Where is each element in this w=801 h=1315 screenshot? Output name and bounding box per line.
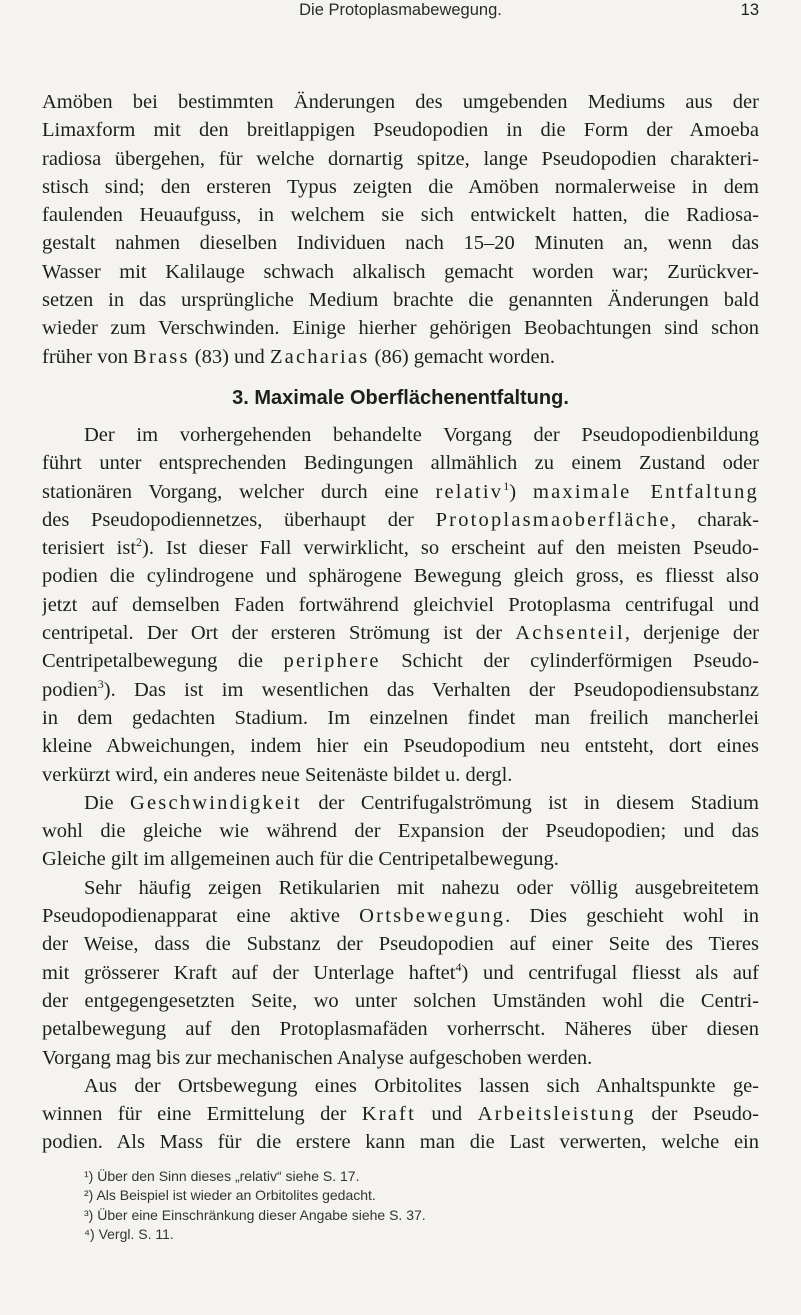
text-line: wohl die gleiche wie während der Expansion der Pseudopodien; und das bbox=[42, 820, 759, 843]
emphasis: Arbeitsleistung bbox=[477, 1103, 636, 1126]
text-line: Pseudopodienapparat eine aktive Ortsbewegung. Dies geschieht wohl in bbox=[42, 905, 759, 928]
body-text bbox=[42, 88, 759, 1157]
footnote-ref: 1 bbox=[503, 478, 510, 493]
text-line: radiosa übergehen, für welche dornartig spitze, lange Pseudopodien charakteri- bbox=[42, 147, 759, 170]
text-line: mit grösserer Kraft auf der Unterlage haftet$^4$) und centrifugal fliesst als auf bbox=[42, 959, 759, 984]
emphasis: periphere bbox=[283, 650, 381, 673]
text-line: petalbewegung auf den Protoplasmafäden vorherrscht. Näheres über diesen bbox=[42, 1018, 759, 1041]
text-line: terisiert ist$^2$). Ist dieser Fall verwirklicht, so erscheint auf den meisten Pseudo- bbox=[42, 535, 759, 560]
author-name: Brass bbox=[133, 345, 190, 368]
text-line: stationären Vorgang, welcher durch eine relativ$^1$) maximale Entfaltung bbox=[42, 478, 759, 503]
text-line: podien die cylindrogene und sphärogene Bewegung gleich gross, es fliesst also bbox=[42, 565, 759, 588]
footnote: ³) Über eine Einschränkung dieser Angabe siehe S. 37. bbox=[84, 1206, 426, 1223]
emphasis: relativ bbox=[435, 480, 504, 503]
text-line: kleine Abweichungen, indem hier ein Pseudopodium neu entsteht, dort eines bbox=[42, 735, 759, 758]
text-line: Centripetalbewegung die periphere Schicht der cylinderförmigen Pseudo- bbox=[42, 650, 759, 673]
emphasis: Kraft bbox=[361, 1103, 416, 1126]
running-head bbox=[42, 0, 759, 44]
text-line: wieder zum Verschwinden. Einige hierher gehörigen Beobachtungen sind schon bbox=[42, 317, 759, 340]
text-line: früher von Brass (83) und Zacharias (86) gemacht worden. bbox=[42, 345, 555, 368]
footnote: ⁴) Vergl. S. 11. bbox=[84, 1226, 174, 1243]
emphasis: Protoplasmaoberfläche bbox=[435, 508, 671, 531]
text-line: der Weise, dass die Substanz der Pseudopodien auf einer Seite des Tieres bbox=[42, 933, 759, 956]
footnote: ¹) Über den Sinn dieses „relativ“ siehe S. 17. bbox=[84, 1167, 360, 1184]
text-line: führt unter entsprechenden Bedingungen allmählich zu einem Zustand oder bbox=[42, 452, 759, 475]
text-line: Sehr häufig zeigen Retikularien mit nahezu oder völlig ausgebreitetem bbox=[84, 876, 759, 899]
text-line: faulenden Heuaufguss, in welchem sie sich entwickelt hatten, die Radiosa- bbox=[42, 204, 759, 227]
text-line: Vorgang mag bis zur mechanischen Analyse aufgeschoben werden. bbox=[42, 1046, 593, 1069]
footnote-ref: 3 bbox=[97, 676, 104, 691]
emphasis: Achsenteil bbox=[515, 622, 625, 645]
text-line: podien$^3$). Das ist im wesentlichen das Verhalten der Pseudopodiensubstanz bbox=[42, 676, 759, 701]
text-line: Aus der Ortsbewegung eines Orbitolites lassen sich Anhaltspunkte ge- bbox=[84, 1074, 759, 1097]
text-line: setzen in das ursprüngliche Medium brachte die genannten Änderungen bald bbox=[42, 289, 759, 312]
text-line: stisch sind; den ersteren Typus zeigten die Amöben normalerweise in dem bbox=[42, 175, 759, 198]
emphasis: maximale Entfaltung bbox=[532, 480, 759, 503]
text-line: in dem gedachten Stadium. Im einzelnen findet man freilich mancherlei bbox=[42, 706, 759, 729]
footnote: ²) Als Beispiel ist wieder an Orbitolites gedacht. bbox=[84, 1187, 376, 1204]
text-line: Der im vorhergehenden behandelte Vorgang der Pseudopodienbildung bbox=[84, 423, 759, 446]
text-line: Limaxform mit den breitlappigen Pseudopodien in die Form der Amoeba bbox=[42, 119, 759, 142]
text-line: des Pseudopodiennetzes, überhaupt der Protoplasmaoberfläche, charak- bbox=[42, 508, 759, 531]
text-line: Gleiche gilt im allgemeinen auch für die Centripetalbewegung. bbox=[42, 848, 559, 871]
running-head-title: Die Protoplasmabewegung. bbox=[299, 1, 502, 19]
text-line: Amöben bei bestimmten Änderungen des umgebenden Mediums aus der bbox=[42, 91, 759, 113]
text-line: winnen für eine Ermittelung der Kraft und Arbeitsleistung der Pseudo- bbox=[42, 1103, 759, 1126]
text-line: Wasser mit Kalilauge schwach alkalisch gemacht worden war; Zurückver- bbox=[42, 260, 759, 283]
footnote-ref: 2 bbox=[136, 535, 143, 550]
text-line: Die Geschwindigkeit der Centrifugalströmung ist in diesem Stadium bbox=[84, 791, 759, 814]
section-heading: 3. Maximale Oberflächenentfaltung. bbox=[232, 386, 569, 409]
page-number: 13 bbox=[740, 1, 759, 19]
footnotes bbox=[42, 1167, 759, 1245]
footnote-ref: 4 bbox=[455, 959, 462, 974]
text-line: centripetal. Der Ort der ersteren Strömung ist der Achsenteil, derjenige der bbox=[42, 622, 759, 645]
text-line: der entgegengesetzten Seite, wo unter solchen Umständen wohl die Centri- bbox=[42, 989, 759, 1012]
author-name: Zacharias bbox=[269, 345, 370, 368]
text-line: gestalt nahmen dieselben Individuen nach 15–20 Minuten an, wenn das bbox=[42, 232, 759, 255]
emphasis: Geschwindigkeit bbox=[130, 791, 302, 814]
emphasis: Ortsbewegung bbox=[359, 905, 506, 928]
text-line: jetzt auf demselben Faden fortwährend gleichviel Protoplasma centrifugal und bbox=[42, 593, 759, 616]
text-line: podien. Als Mass für die erstere kann man die Last verwerten, welche ein bbox=[42, 1131, 759, 1154]
text-line: verkürzt wird, ein anderes neue Seitenäste bildet u. dergl. bbox=[42, 763, 513, 786]
